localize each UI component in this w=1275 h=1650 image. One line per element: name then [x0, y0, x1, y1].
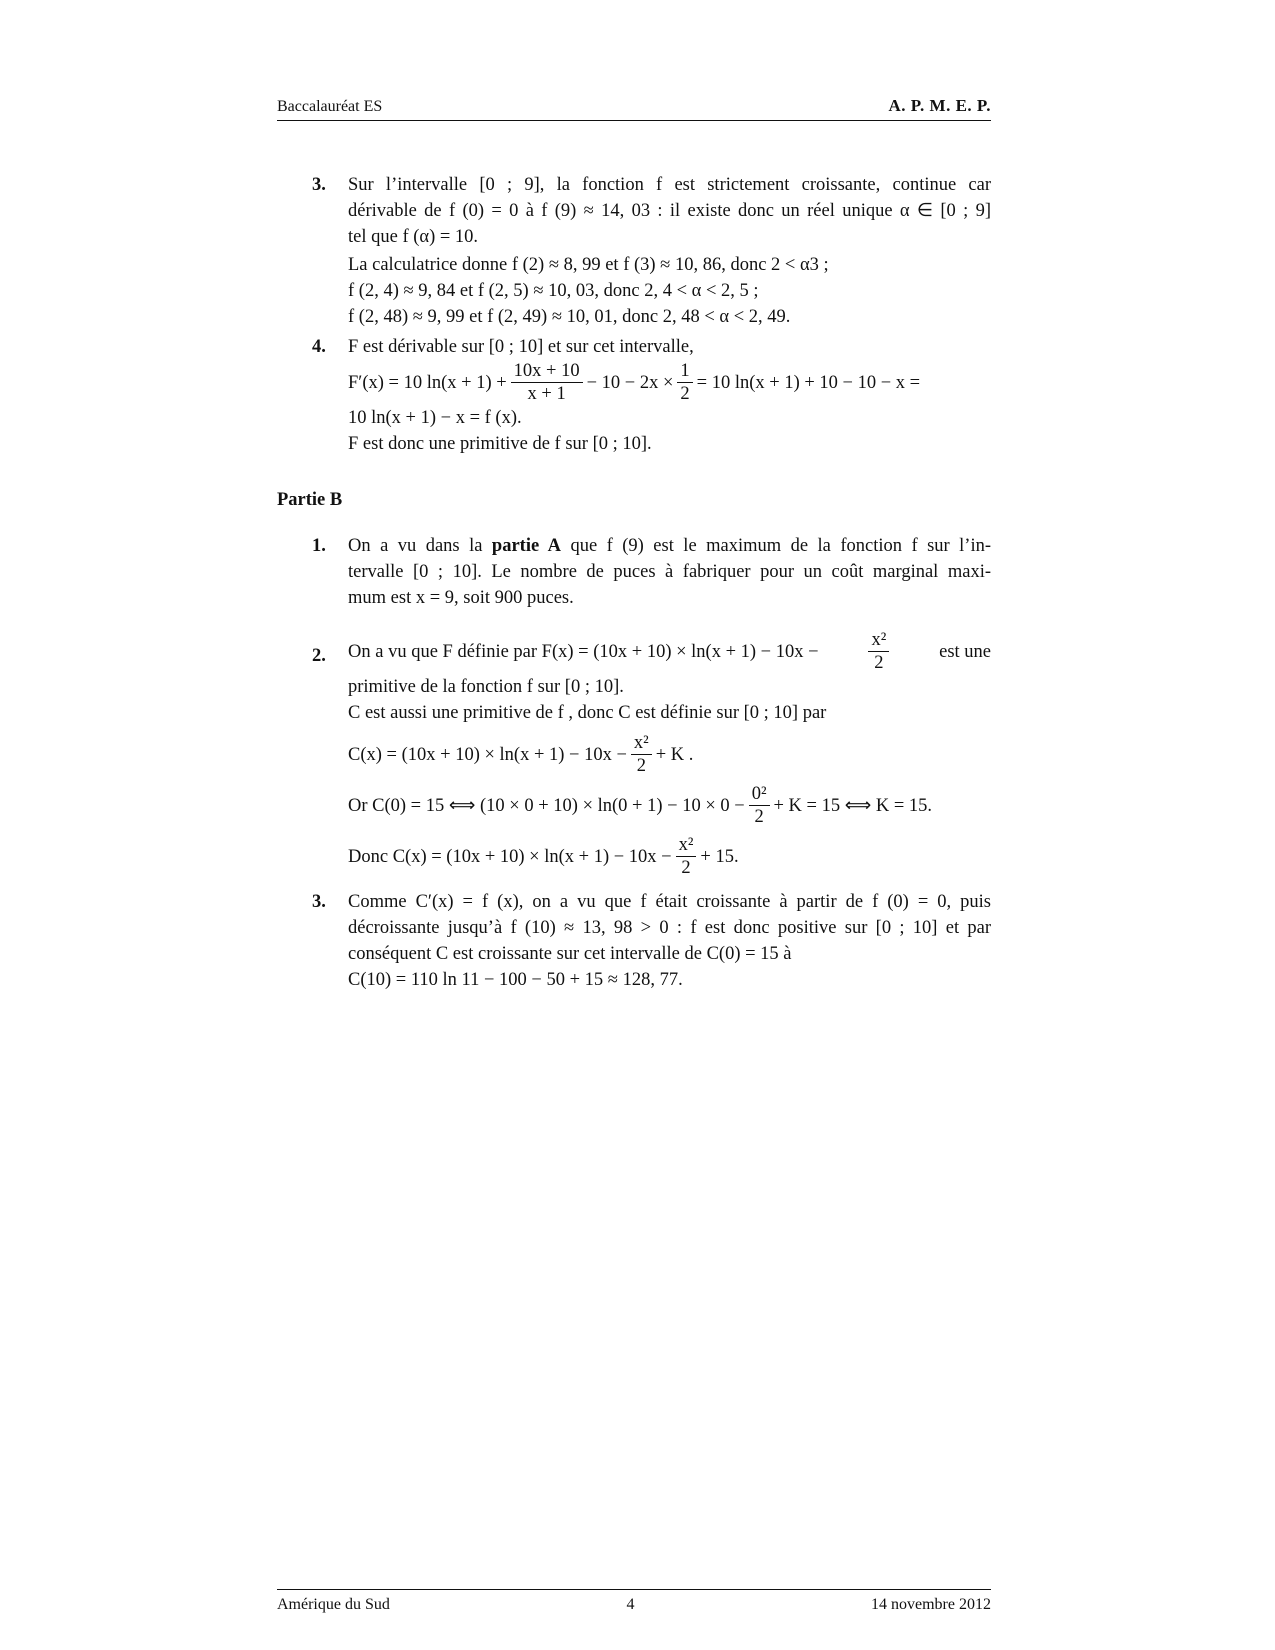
- equation-line: [348, 834, 991, 879]
- text-span: On a vu dans la: [348, 536, 483, 556]
- text-line: mum est x = 9, soit 900 puces.: [348, 588, 574, 608]
- equation-part: + 15.: [700, 846, 739, 867]
- page-footer: [277, 1589, 991, 1614]
- fraction-denominator: 2: [754, 807, 764, 827]
- equation-part: est une: [939, 641, 991, 662]
- text-line: [348, 533, 991, 559]
- partA-question-4: [277, 334, 991, 457]
- page-header: [277, 96, 991, 121]
- equation-derivative: [348, 360, 991, 405]
- equation-line: [348, 732, 991, 777]
- footer-right: 14 novembre 2012: [871, 1596, 991, 1613]
- equation-part: − 10 − 2x ×: [586, 372, 674, 393]
- question-number: 4.: [312, 337, 326, 357]
- fraction-numerator: 10x + 10: [511, 360, 583, 383]
- fraction-denominator: 2: [680, 384, 690, 404]
- equation-part: + K = 15 ⟺ K = 15.: [773, 795, 933, 816]
- fraction-numerator: x²: [868, 629, 889, 652]
- section-title-partie-b: Partie B: [277, 490, 343, 510]
- fraction-numerator: 1: [677, 360, 692, 383]
- text-line: C(10) = 110 ln 11 − 100 − 50 + 15 ≈ 128, 77.: [348, 970, 683, 990]
- fraction-numerator: 0²: [749, 783, 770, 806]
- fraction-denominator: 2: [636, 756, 646, 776]
- equation-part: = 10 ln(x + 1) + 10 − 10 − x =: [696, 372, 921, 393]
- equation-line: [348, 629, 991, 674]
- text-line: Sur l’intervalle [0 ; 9], la fonction f est strictement croissante, continue car: [348, 175, 991, 195]
- partB-question-2: [277, 629, 991, 885]
- header-right: A. P. M. E. P.: [888, 96, 991, 115]
- partB-question-3: [277, 889, 991, 993]
- fraction: [868, 629, 889, 674]
- text-line: primitive de la fonction f sur [0 ; 10].: [348, 677, 624, 697]
- text-line: F est donc une primitive de f sur [0 ; 10].: [348, 434, 652, 454]
- text-line: f (2, 48) ≈ 9, 99 et f (2, 49) ≈ 10, 01, donc 2, 48 < α < 2, 49.: [348, 307, 791, 327]
- text-line: tervalle [0 ; 10]. Le nombre de puces à fabriquer pour un coût marginal maxi-: [348, 562, 991, 582]
- equation-part: On a vu que F définie par F(x) = (10x + 10) × ln(x + 1) − 10x −: [348, 641, 819, 662]
- text-line: conséquent C est croissante sur cet intervalle de C(0) = 15 à: [348, 944, 792, 964]
- fraction-numerator: x²: [631, 732, 652, 755]
- header-left: Baccalauréat ES: [277, 98, 383, 115]
- text-line: tel que f (α) = 10.: [348, 227, 479, 247]
- equation-part: Donc C(x) = (10x + 10) × ln(x + 1) − 10x −: [348, 846, 672, 867]
- bold-text: partie A: [491, 536, 561, 556]
- text-span: que f (9) est le maximum de la fonction f sur l’in-: [570, 536, 992, 556]
- footer-left: Amérique du Sud: [277, 1596, 390, 1613]
- fraction: [677, 360, 692, 405]
- partB-question-1: [277, 533, 991, 611]
- text-line: décroissante jusqu’à f (10) ≈ 13, 98 > 0 : f est donc positive sur [0 ; 10] et par: [348, 918, 991, 938]
- fraction-numerator: x²: [676, 834, 697, 857]
- question-number: 3.: [312, 892, 326, 912]
- page-content: [277, 172, 991, 997]
- fraction: [676, 834, 697, 879]
- equation-line: [348, 783, 991, 828]
- partA-question-3: [277, 172, 991, 330]
- page-number: 4: [626, 1596, 635, 1613]
- text-line: La calculatrice donne f (2) ≈ 8, 99 et f (3) ≈ 10, 86, donc 2 < α3 ;: [348, 255, 829, 275]
- text-line: C est aussi une primitive de f , donc C est définie sur [0 ; 10] par: [348, 703, 827, 723]
- equation-part: + K .: [655, 744, 694, 765]
- question-number: 3.: [312, 175, 326, 195]
- text-line: f (2, 4) ≈ 9, 84 et f (2, 5) ≈ 10, 03, donc 2, 4 < α < 2, 5 ;: [348, 281, 759, 301]
- fraction-denominator: x + 1: [527, 384, 566, 404]
- text-line: 10 ln(x + 1) − x = f (x).: [348, 408, 522, 428]
- fraction: [631, 732, 652, 777]
- question-number: 2.: [312, 646, 326, 666]
- fraction-denominator: 2: [874, 653, 884, 673]
- equation-part: F′(x) = 10 ln(x + 1) +: [348, 372, 507, 393]
- question-number: 1.: [312, 536, 326, 556]
- fraction: [749, 783, 770, 828]
- fraction: [511, 360, 583, 405]
- fraction-denominator: 2: [681, 858, 691, 878]
- text-line: F est dérivable sur [0 ; 10] et sur cet intervalle,: [348, 337, 694, 357]
- text-line: Comme C′(x) = f (x), on a vu que f était croissante à partir de f (0) = 0, puis: [348, 892, 991, 912]
- equation-part: Or C(0) = 15 ⟺ (10 × 0 + 10) × ln(0 + 1) − 10 × 0 −: [348, 795, 745, 816]
- text-line: dérivable de f (0) = 0 à f (9) ≈ 14, 03 : il existe donc un réel unique α ∈ [0 ; 9]: [348, 201, 991, 221]
- equation-part: C(x) = (10x + 10) × ln(x + 1) − 10x −: [348, 744, 627, 765]
